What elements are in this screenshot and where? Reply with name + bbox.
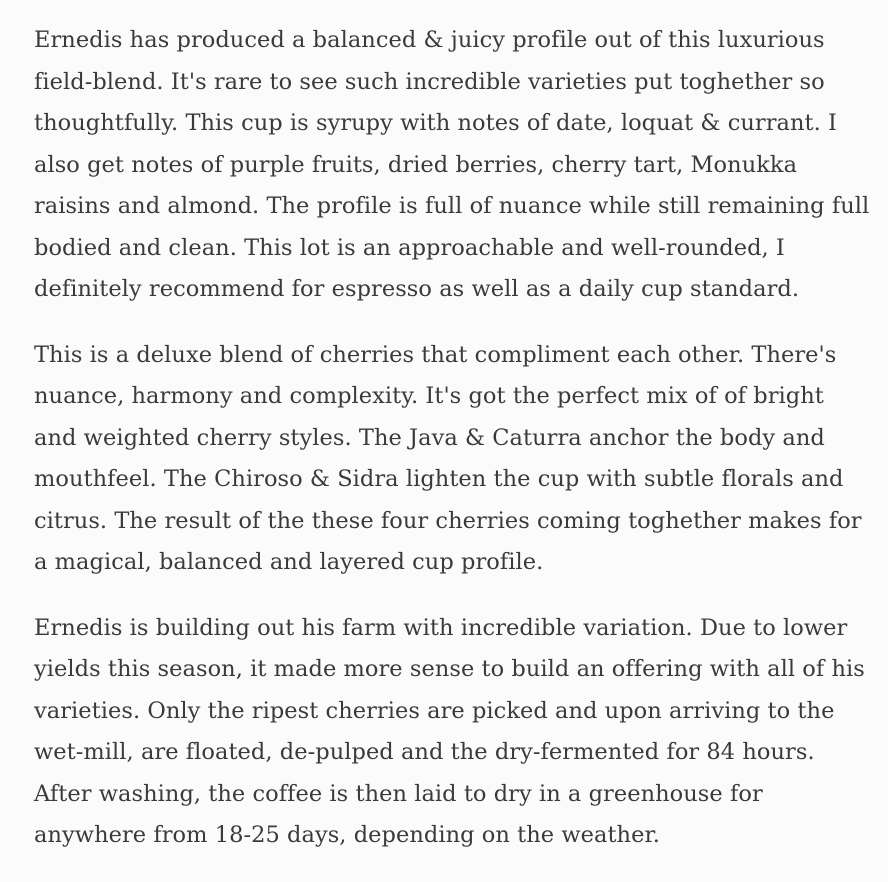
description-paragraph-processing: Ernedis is building out his farm with incredible variation. Due to lower yields this season, it made more sense to build an offering with all of his varieties. Only the ripest cherries are picked and upon arriving to the wet-mill, are floated, de-pulped and the dry-fermented for 84 hours. After washing, the coffee is then laid to dry in a greenhouse for anywhere from 18-25 days, depending on the weather. [34, 614, 865, 848]
description-paragraph-blend: This is a deluxe blend of cherries that compliment each other. There's nuance, harmony and complexity. It's got the perfect mix of of bright and weighted cherry styles. The Java & Caturra anchor the body and mouthfeel. The Chiroso & Sidra lighten the cup with subtle florals and citrus. The result of the these four cherries coming toghether makes for a magical, balanced and layered cup profile. [34, 341, 862, 575]
product-description [34, 20, 870, 881]
description-paragraph-profile: Ernedis has produced a balanced & juicy profile out of this luxurious field-blend. It's rare to see such incredible varieties put toghether so thoughtfully. This cup is syrupy with notes of date, loquat & currant. I also get notes of purple fruits, dried berries, cherry tart, Monukka raisins and almond. The profile is full of nuance while still remaining full bodied and clean. This lot is an approachable and well-rounded, I definitely recommend for espresso as well as a daily cup standard. [34, 27, 870, 302]
